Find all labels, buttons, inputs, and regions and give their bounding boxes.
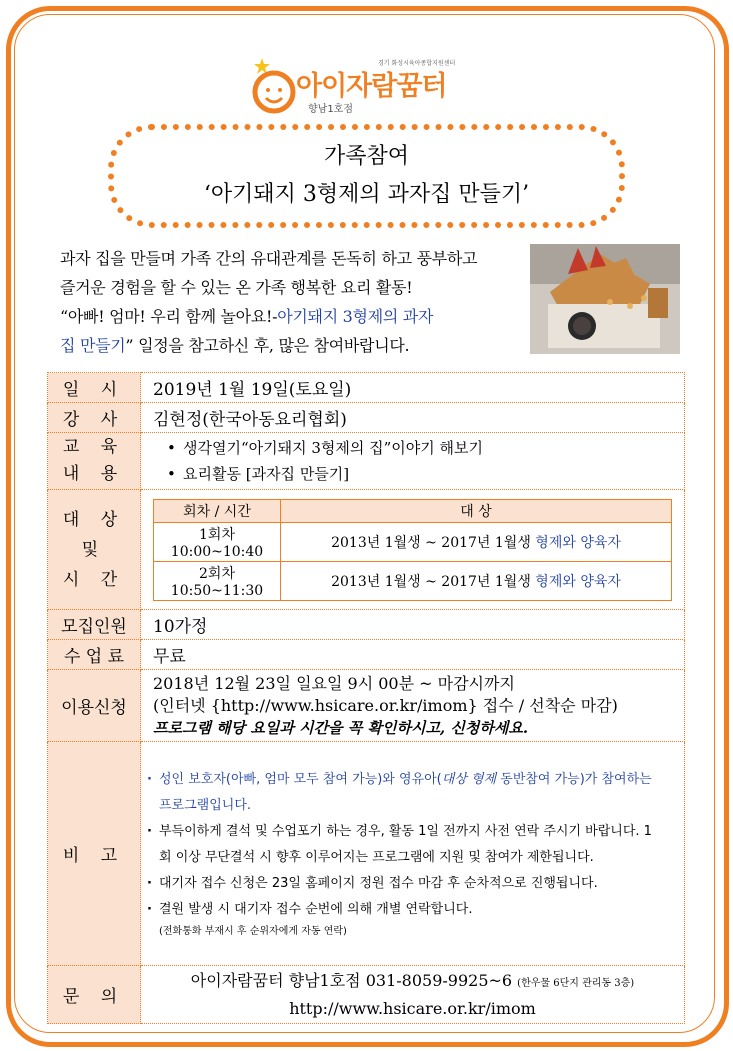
child-face-icon bbox=[250, 56, 300, 118]
session-row bbox=[154, 561, 672, 600]
note-item: · 부득이하게 결석 및 수업포기 하는 경우, 활동 1일 전까지 사전 연락 주시기 바랍니다. 1회 이상 무단결석 시 향후 이루어지는 프로그램에 지원 및 참여가 제한됩니다. bbox=[145, 819, 664, 871]
row-notes bbox=[48, 742, 685, 966]
apply-line: (인터넷 {http://www.hsicare.or.kr/imom} 접수 / 선착순 마감) bbox=[153, 695, 618, 715]
logo-name: 아이자람꿈터 bbox=[296, 71, 447, 102]
intro-highlight: 아기돼지 3형제의 과자 bbox=[277, 307, 434, 326]
value-contact bbox=[141, 966, 685, 1024]
value-teacher: 김현정(한국아동요리협회) bbox=[141, 403, 685, 433]
apply-line: 2018년 12월 23일 일요일 9시 00분 ~ 마감시까지 bbox=[153, 673, 515, 693]
gingerbread-house-photo bbox=[530, 244, 680, 354]
note-item: · 성인 보호자(아빠, 엄마 모두 참여 가능)와 영유아(대상 형제 동반참여 가능)가 참여하는 프로그램입니다. bbox=[145, 767, 664, 819]
label-teacher: 강 사 bbox=[48, 403, 141, 433]
row-edu bbox=[48, 433, 685, 490]
value-fee: 무료 bbox=[141, 640, 685, 670]
intro-line bbox=[60, 302, 538, 331]
intro-line: 즐거운 경험을 할 수 있는 온 가족 행복한 요리 활동! bbox=[60, 278, 413, 297]
logo-branch: 향남1호점 bbox=[308, 104, 354, 115]
intro-highlight: 집 만들기 bbox=[60, 336, 126, 355]
row-contact bbox=[48, 966, 685, 1024]
row-apply bbox=[48, 670, 685, 742]
title-box bbox=[108, 124, 625, 228]
gingerbread-house-illustration bbox=[530, 244, 680, 354]
intro-tail: ” 일정을 참고하신 후, 많은 참여바랍니다. bbox=[125, 336, 410, 355]
title-line1: 가족참여 bbox=[323, 144, 409, 169]
label-target bbox=[48, 490, 141, 610]
value-target bbox=[141, 490, 685, 610]
session-header bbox=[154, 499, 672, 522]
session-target: 2013년 1월생 ~ 2017년 1월생 형제와 양육자 bbox=[281, 561, 672, 600]
label-target-line: 및 bbox=[81, 539, 107, 560]
session-col-round: 회차 / 시간 bbox=[154, 499, 281, 522]
edu-item: • 생각열기“아기돼지 3형제의 집”이야기 해보기 bbox=[167, 435, 672, 461]
label-edu-line: 내 용 bbox=[62, 464, 126, 484]
intro-line: 과자 집을 만들며 가족 간의 유대관계를 돈독히 하고 풍부하고 bbox=[60, 249, 478, 268]
intro-quote: “아빠! 엄마! 우리 함께 놀아요!- bbox=[60, 307, 278, 326]
apply-notice: 프로그램 해당 요일과 시간을 꼭 확인하시고, 신청하세요. bbox=[153, 718, 529, 737]
row-capacity bbox=[48, 610, 685, 640]
session-round: 2회차 10:50~11:30 bbox=[154, 561, 281, 600]
session-table bbox=[153, 499, 672, 601]
contact-line: 아이자람꿈터 향남1호점 031-8059-9925~6 (한우물 6단지 관리동 3층) bbox=[190, 971, 635, 990]
value-edu bbox=[141, 433, 685, 490]
session-target: 2013년 1월생 ~ 2017년 1월생 형제와 양육자 bbox=[281, 522, 672, 561]
row-teacher bbox=[48, 403, 685, 433]
value-date: 2019년 1월 19일(토요일) bbox=[141, 373, 685, 403]
row-date bbox=[48, 373, 685, 403]
note-item: · 대기자 접수 신청은 23일 홈페이지 정원 접수 마감 후 순차적으로 진행됩니다. bbox=[145, 871, 664, 897]
note-small: (전화통화 부재시 후 순위자에게 자동 연락) bbox=[159, 925, 347, 937]
note-item: · 결원 발생 시 대기자 접수 순번에 의해 개별 연락합니다. bbox=[145, 897, 664, 923]
label-fee: 수 업 료 bbox=[48, 640, 141, 670]
label-edu-line: 교 육 bbox=[62, 437, 126, 457]
title-line2: ‘아기돼지 3형제의 과자집 만들기’ bbox=[203, 182, 530, 207]
label-notes: 비 고 bbox=[48, 742, 141, 966]
row-fee bbox=[48, 640, 685, 670]
label-target-line: 대 상 bbox=[62, 509, 126, 530]
label-date: 일 시 bbox=[48, 373, 141, 403]
contact-url[interactable]: http://www.hsicare.or.kr/imom bbox=[289, 999, 536, 1018]
label-contact: 문 의 bbox=[48, 966, 141, 1024]
session-round: 1회차 10:00~10:40 bbox=[154, 522, 281, 561]
value-apply bbox=[141, 670, 685, 742]
logo-org: 경기 화성시육아종합지원센터 bbox=[378, 60, 456, 67]
label-target-line: 시 간 bbox=[62, 569, 126, 590]
label-capacity: 모집인원 bbox=[48, 610, 141, 640]
session-row bbox=[154, 522, 672, 561]
row-target bbox=[48, 490, 685, 610]
value-capacity: 10가정 bbox=[141, 610, 685, 640]
label-edu bbox=[48, 433, 141, 490]
value-notes bbox=[141, 742, 685, 966]
edu-item: • 요리활동 [과자집 만들기] bbox=[167, 461, 672, 487]
session-col-target: 대 상 bbox=[281, 499, 672, 522]
intro-line bbox=[60, 331, 538, 360]
info-table bbox=[47, 372, 685, 1024]
logo bbox=[250, 56, 490, 122]
label-apply: 이용신청 bbox=[48, 670, 141, 742]
intro-text bbox=[60, 244, 538, 360]
